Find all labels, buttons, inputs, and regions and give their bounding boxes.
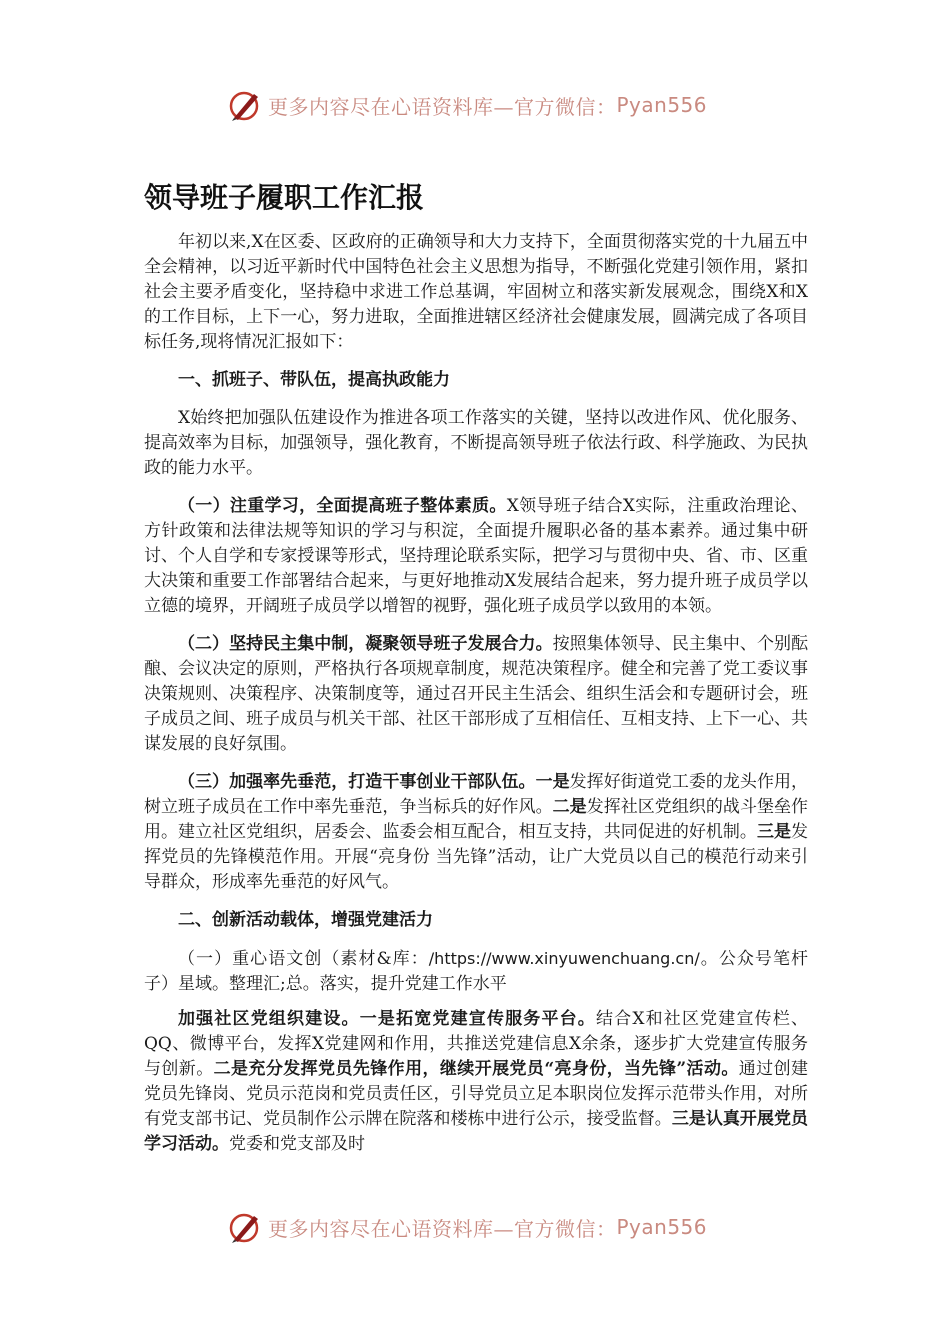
section-heading-2: 二、创新活动载体，增强党建活力 [178,910,433,930]
pen-circle-logo-icon [228,88,262,122]
document-title: 领导班子履职工作汇报 [144,181,425,214]
watermark-footer [228,1210,707,1244]
subsection-2-text: 按照集体领导、民主集中、个别酝酿、会议决定的原则，严格执行各项规章制度，规范决策程序。健全和完善了党工委议事决策规则、决策程序、决策制度等，通过召开民主生活会、组织生活会和专题研讨会，班子成员之间、班子成员与机关干部、社区干部形成了互相信任、互相支持、上下一心、共谋发展的良好氛围。 [144,634,809,754]
subsection-1-heading: （一）注重学习，全面提高班子整体素质。 [178,496,507,516]
community-point-1-label: 加强社区党组织建设。一是拓宽党建宣传服务平台。 [178,1009,596,1029]
section-1-paragraph: X始终把加强队伍建设作为推进各项工作落实的关键，坚持以改进作风、优化服务、提高效率为目标，加强领导，强化教育，不断提高领导班子依法行政、科学施政、为民执政的能力水平。 [144,408,808,478]
community-party-paragraph [144,1007,808,1157]
document-body [144,230,808,1170]
subsection-3-heading: （三）加强率先垂范，打造干事创业干部队伍。 [178,772,536,792]
pen-circle-logo-icon [228,1210,262,1244]
subsection-2-heading: （二）坚持民主集中制，凝聚领导班子发展合力。 [178,634,553,654]
watermark-text: 更多内容尽在心语资料库—官方微信： [268,1216,617,1241]
watermark-text: 更多内容尽在心语资料库—官方微信： [268,94,617,119]
subsection-3-paragraph [144,770,808,895]
subsection-1-paragraph [144,494,808,619]
point-3-text: 发挥党员的先锋模范作用。开展“亮身份 当先锋”活动，让广大党员以自己的模范行动来引导群众，形成率先垂范的好风气。 [144,822,809,892]
subsection-2-1-text-b: 。公众号笔杆子）星域。整理汇;总。落实，提升党建工作水平 [144,949,809,994]
point-2-text: 发挥社区党组织的战斗堡垒作用。建立社区党组织，居委会、监委会相互配合，相互支持，共同促进的好机制。 [144,797,809,842]
source-url-link[interactable]: /https://www.xinyuwenchuang.cn/ [428,949,700,968]
community-point-3-text: 党委和党支部及时 [229,1134,365,1154]
point-1-label: 一是 [535,772,570,792]
point-3-label: 三是 [756,822,792,842]
subsection-2-paragraph [144,632,808,757]
watermark-wechat-id: Pyan556 [616,93,708,117]
section-heading-1: 一、抓班子、带队伍，提高执政能力 [178,370,450,390]
subsection-2-1-text-a: （一）重心语文创（素材&库： [178,949,429,969]
point-1-text: 发挥好街道党工委的龙头作用，树立班子成员在工作中率先垂范，争当标兵的好作风。 [144,772,809,817]
intro-paragraph: 年初以来,X在区委、区政府的正确领导和大力支持下，全面贯彻落实党的十九届五中全会精神，以习近平新时代中国特色社会主义思想为指导，不断强化党建引领作用，紧扣社会主要矛盾变化，坚持稳中求进工作总基调，牢固树立和落实新发展观念，围绕X和X的工作目标，上下一心，努力进取，全面推进辖区经济社会健康发展，圆满完成了各项目标任务,现将情况汇报如下： [144,232,808,352]
community-point-2-label: 二是充分发挥党员先锋作用，继续开展党员“亮身份，当先锋”活动。 [213,1059,739,1079]
subsection-2-1-paragraph [144,946,808,997]
point-2-label: 二是 [552,797,587,817]
community-point-1-text: 结合X和社区党建宣传栏、QQ、微博平台，发挥X党建网和作用，共推送党建信息X余条，逐步扩大党建宣传服务与创新。 [144,1009,808,1079]
subsection-1-text: X领导班子结合X实际，注重政治理论、方针政策和法律法规等知识的学习与积淀，全面提升履职必备的基本素养。通过集中研讨、个人自学和专家授课等形式，坚持理论联系实际，把学习与贯彻中央、省、市、区重大决策和重要工作部署结合起来，与更好地推动X发展结合起来，努力提升班子成员学以立德的境界，开阔班子成员学以增智的视野，强化班子成员学以致用的本领。 [144,496,808,616]
watermark-header [228,88,707,122]
community-point-2-text: 通过创建党员先锋岗、党员示范岗和党员责任区，引导党员立足本职岗位发挥示范带头作用，对所有党支部书记、党员制作公示牌在院落和楼栋中进行公示，接受监督。 [144,1059,808,1129]
watermark-wechat-id: Pyan556 [616,1215,708,1239]
community-point-3-label: 三是认真开展党员学习活动。 [144,1109,809,1154]
